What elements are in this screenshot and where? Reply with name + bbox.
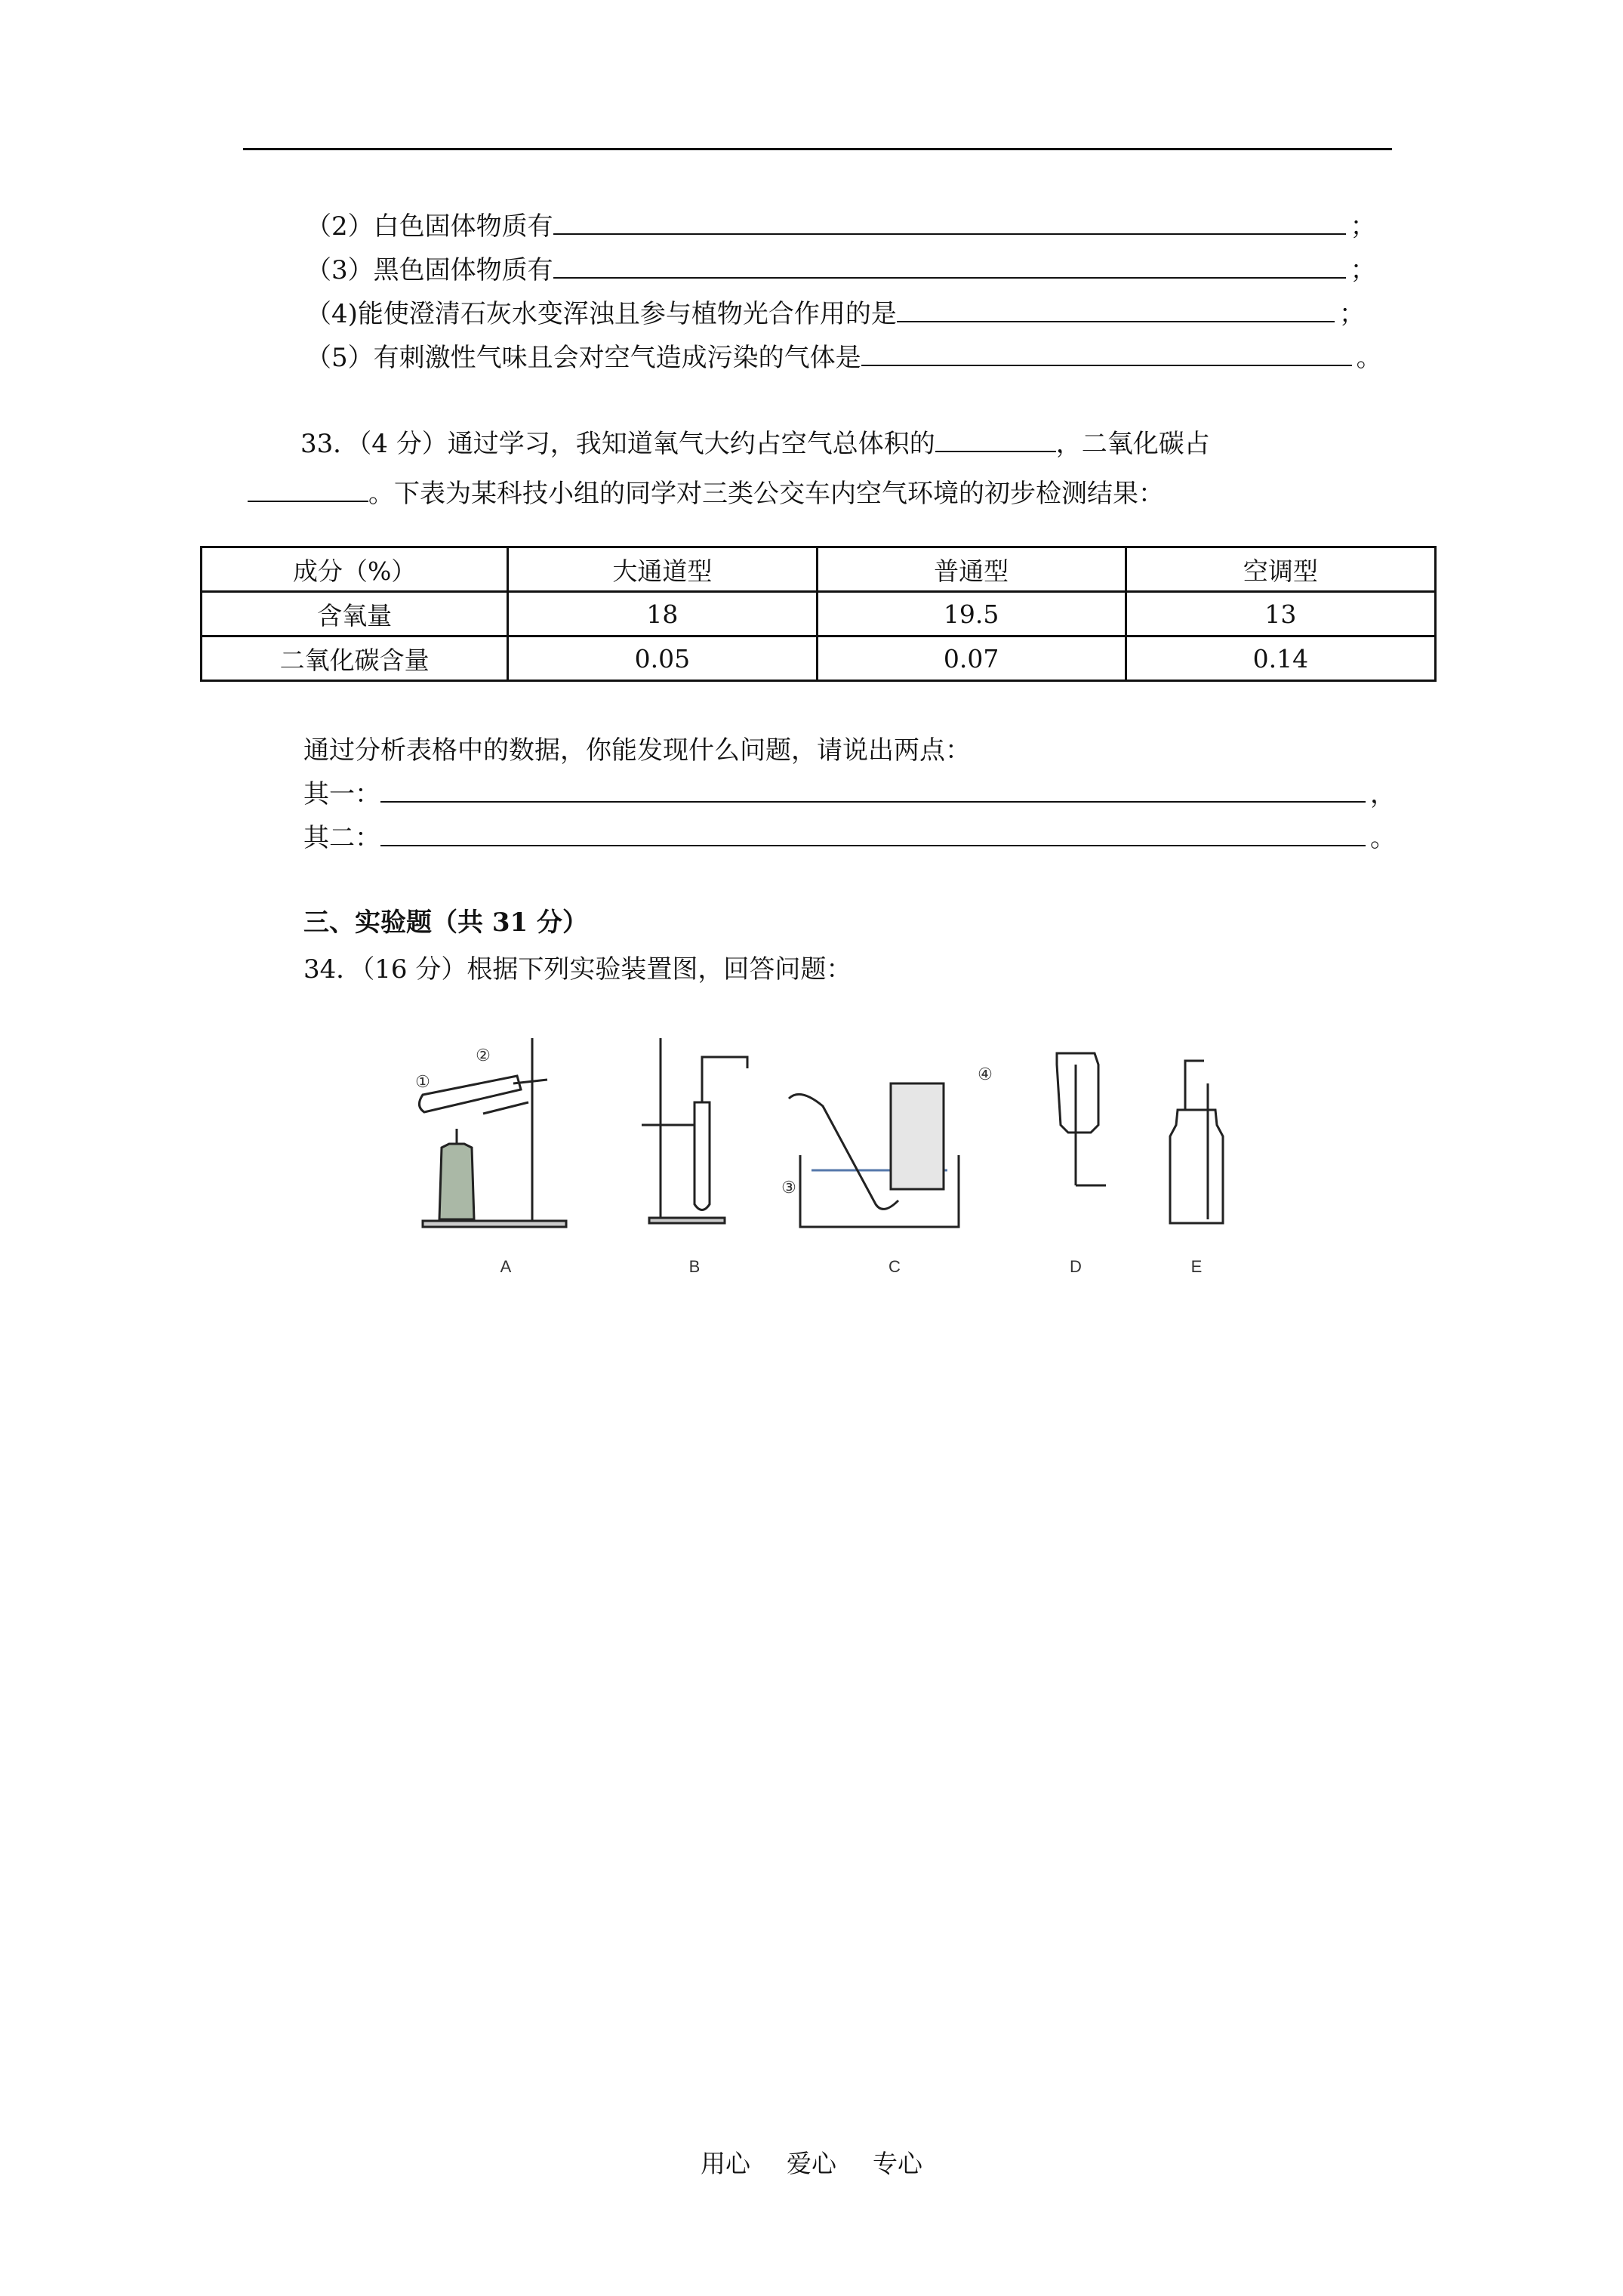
q33-point-1 <box>303 778 1396 811</box>
q33-intro-line-2 <box>248 477 1164 510</box>
table-cell: 0.07 <box>817 636 1126 681</box>
question-4-line <box>306 297 1365 331</box>
answer-blank-3[interactable] <box>553 254 1346 279</box>
answer-blank-4[interactable] <box>897 298 1335 322</box>
label-d: D <box>1070 1257 1082 1276</box>
table-row <box>202 636 1436 681</box>
question-2-end: ； <box>1350 211 1376 242</box>
point-1-label: 其一： <box>303 779 380 809</box>
footer-item: 专心 <box>873 2149 922 2178</box>
point-2-label: 其二： <box>303 823 380 853</box>
label-2: ② <box>476 1046 491 1065</box>
apparatus-e <box>1170 1061 1223 1223</box>
section-3-title-a: 三、实验题（共 <box>303 908 492 938</box>
answer-blank-point-2[interactable] <box>380 822 1366 846</box>
table-cell: 二氧化碳含量 <box>202 636 508 681</box>
question-3-text: （3）黑色固体物质有 <box>306 255 553 285</box>
question-3-end: ； <box>1350 255 1376 285</box>
label-c: C <box>888 1257 901 1276</box>
table-row <box>202 592 1436 636</box>
q33-intro-b: ，二氧化碳占 <box>1055 429 1210 459</box>
q34-line <box>303 953 852 986</box>
apparatus-b <box>642 1038 747 1223</box>
apparatus-c <box>789 1083 959 1227</box>
label-3: ③ <box>781 1178 796 1197</box>
answer-blank-2[interactable] <box>553 211 1346 235</box>
table-header-cell: 成分（%） <box>202 547 508 592</box>
answer-blank-5[interactable] <box>861 342 1352 366</box>
table-header-cell: 空调型 <box>1126 547 1435 592</box>
q33-intro-c: 。下表为某科技小组的同学对三类公交车内空气环境的初步检测结果： <box>368 479 1164 509</box>
question-5-text: （5）有刺激性气味且会对空气造成污染的气体是 <box>306 343 861 373</box>
label-e: E <box>1190 1257 1203 1276</box>
table-header-cell: 普通型 <box>817 547 1126 592</box>
page-footer <box>0 2144 1623 2180</box>
question-4-end: ； <box>1338 299 1365 329</box>
section-3-title-b: 分） <box>528 908 589 938</box>
label-1: ① <box>415 1072 430 1091</box>
question-2-line <box>306 210 1376 243</box>
table-cell: 18 <box>508 592 817 636</box>
question-4-text: （4)能使澄清石灰水变浑浊且参与植物光合作用的是 <box>306 299 897 329</box>
question-5-line <box>306 341 1382 374</box>
q33-analysis-text: 通过分析表格中的数据，你能发现什么问题，请说出两点： <box>303 735 971 766</box>
table-cell: 0.14 <box>1126 636 1435 681</box>
table-cell: 19.5 <box>817 592 1126 636</box>
label-4: ④ <box>978 1065 993 1083</box>
table-cell: 0.05 <box>508 636 817 681</box>
table-cell: 13 <box>1126 592 1435 636</box>
point-2-end: 。 <box>1370 823 1396 853</box>
footer-item: 爱心 <box>787 2149 836 2178</box>
answer-blank-point-1[interactable] <box>380 778 1366 803</box>
q34-text: 34．（16 分）根据下列实验装置图，回答问题： <box>303 954 852 985</box>
question-3-line <box>306 254 1376 287</box>
point-1-end: ， <box>1370 779 1396 809</box>
q33-intro-a: 33．（4 分）通过学习，我知道氧气大约占空气总体积的 <box>300 429 935 459</box>
bus-air-table <box>200 546 1437 682</box>
header-rule <box>243 148 1392 150</box>
question-5-end: 。 <box>1356 343 1382 373</box>
label-a: A <box>500 1257 512 1276</box>
q33-point-2 <box>303 821 1396 855</box>
question-2-text: （2）白色固体物质有 <box>306 211 553 242</box>
apparatus-figure <box>377 1023 1261 1280</box>
table-header-row <box>202 547 1436 592</box>
apparatus-d <box>1057 1053 1106 1185</box>
table-cell: 含氧量 <box>202 592 508 636</box>
section-3-points: 31 <box>491 908 528 938</box>
label-b: B <box>688 1257 701 1276</box>
q33-intro-line <box>300 427 1210 461</box>
footer-item: 用心 <box>701 2149 750 2178</box>
apparatus-a <box>419 1038 566 1227</box>
table-header-cell: 大通道型 <box>508 547 817 592</box>
answer-blank-co2[interactable] <box>248 478 368 502</box>
answer-blank-oxygen[interactable] <box>935 428 1056 452</box>
q33-analysis <box>303 734 971 767</box>
section-3-title <box>303 906 588 939</box>
